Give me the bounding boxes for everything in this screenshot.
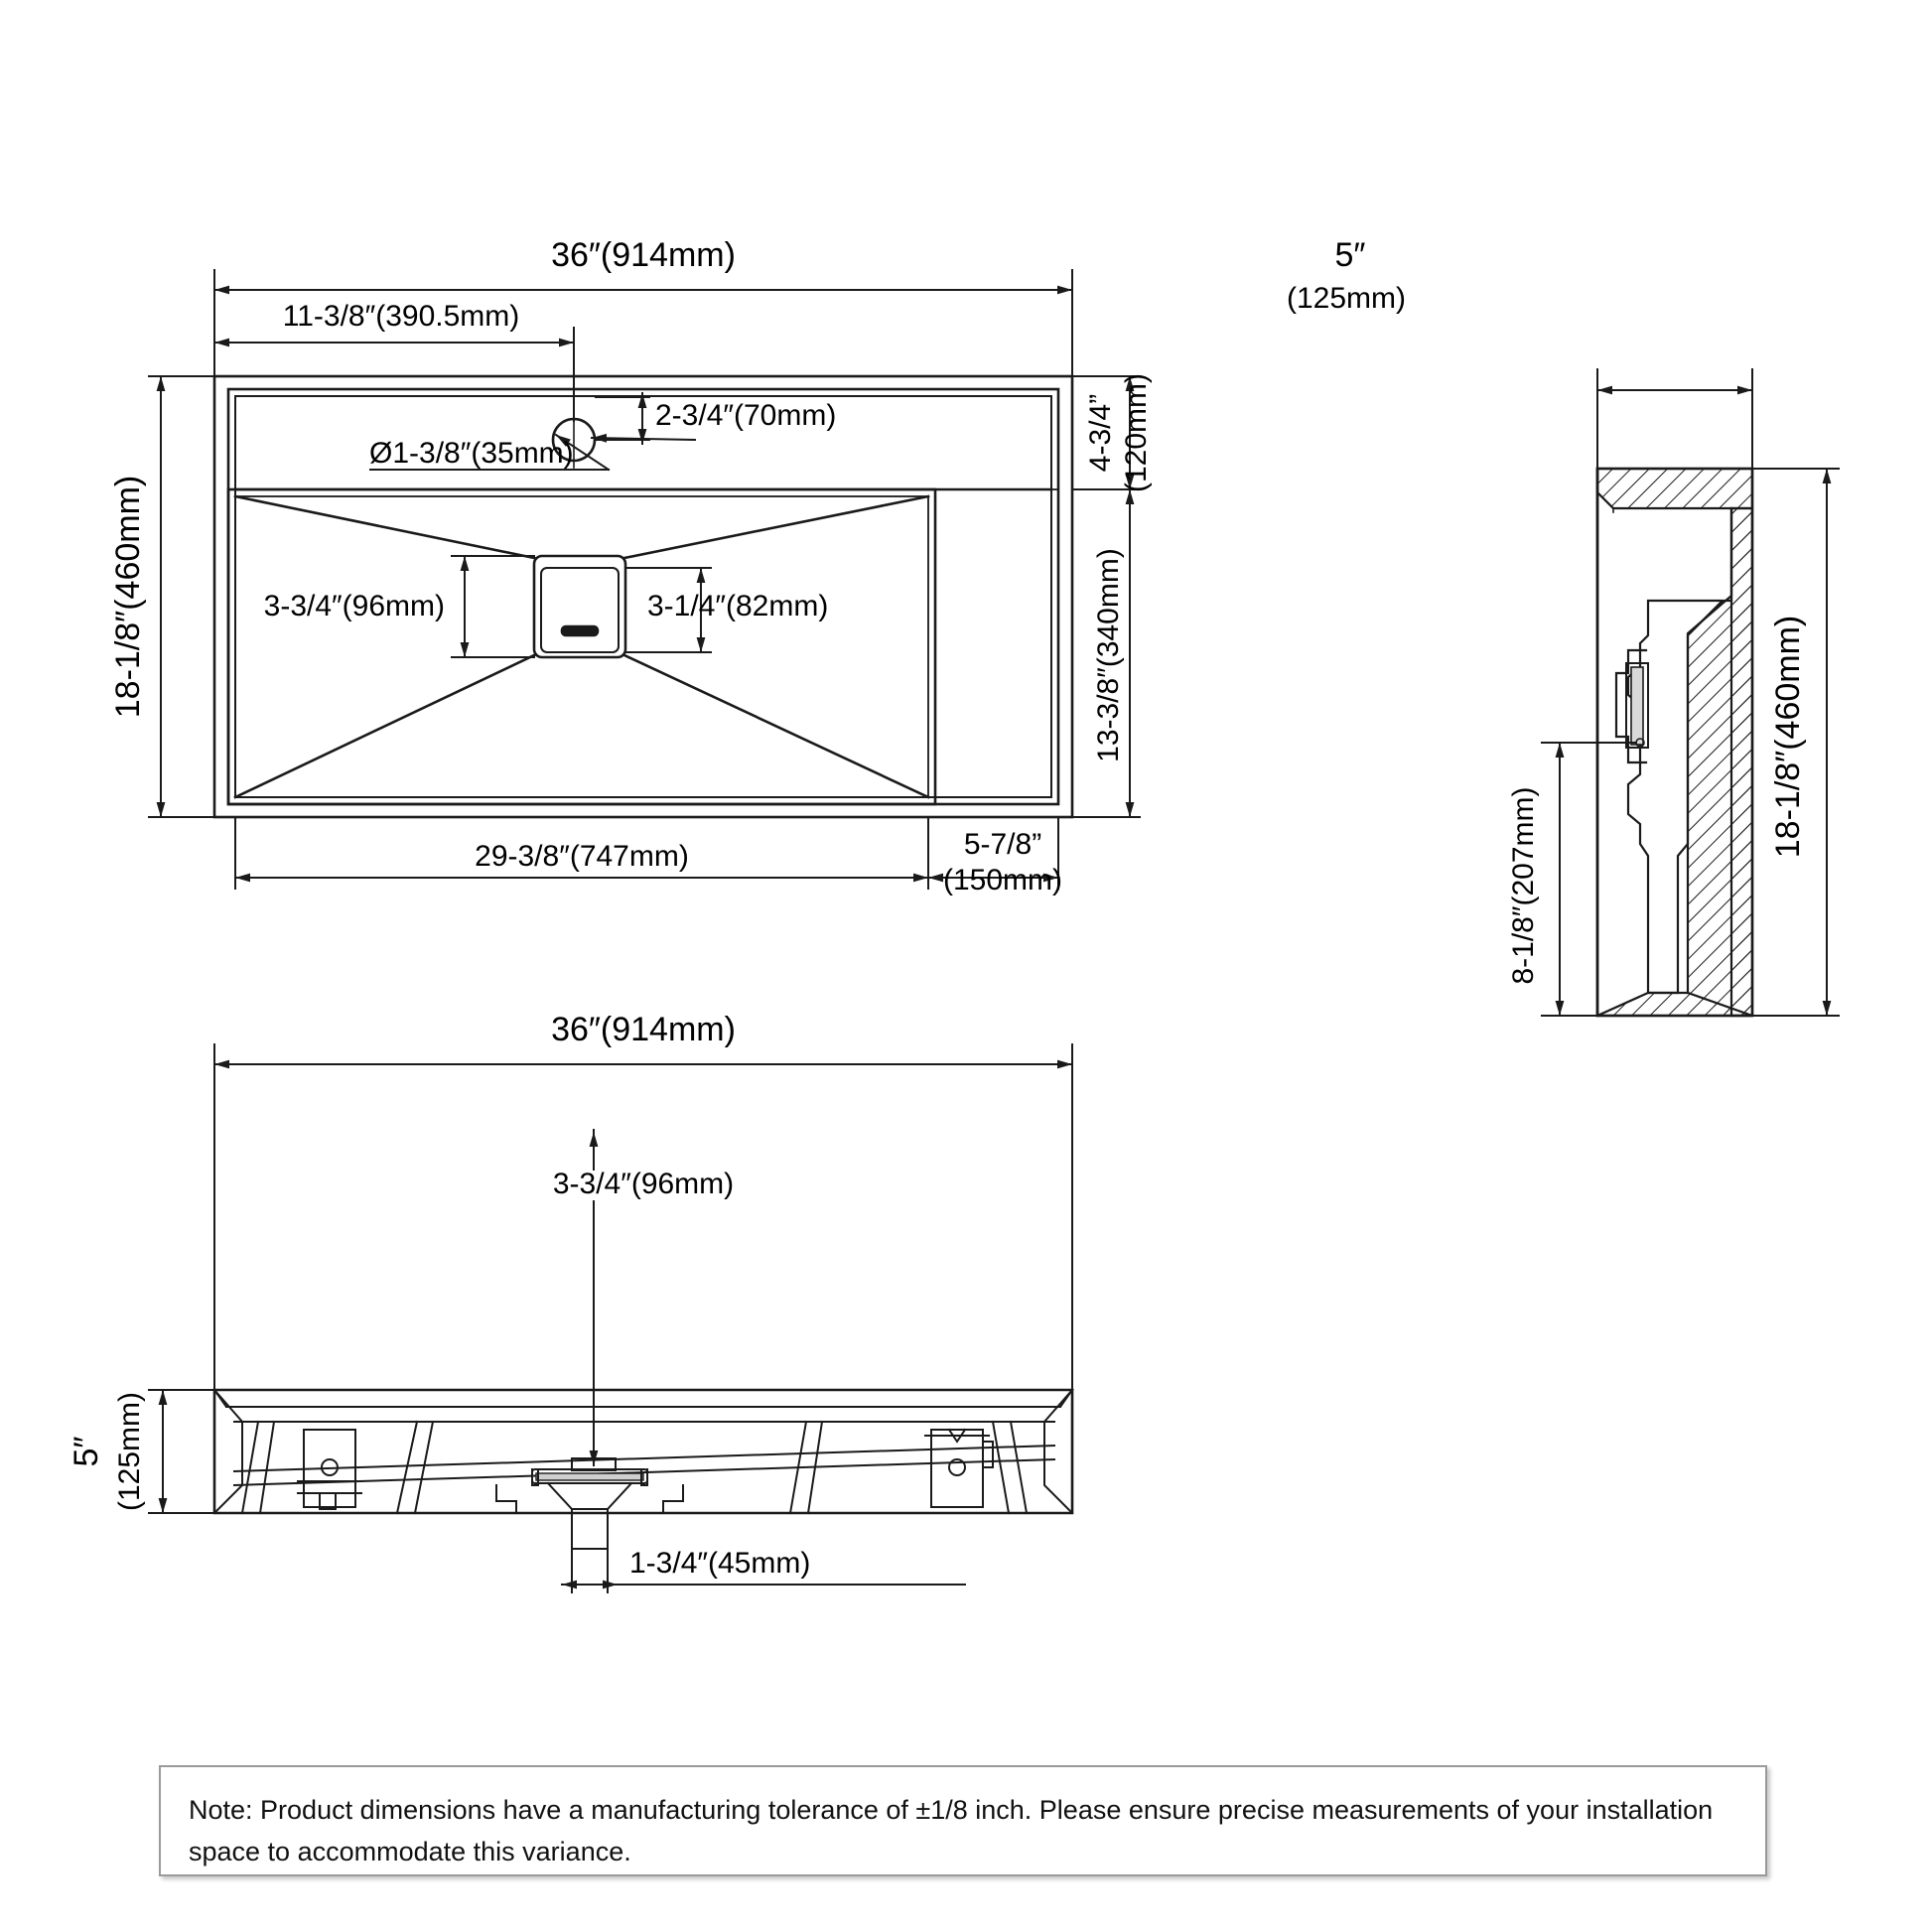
label-front-height-mm: (125mm) [113,1391,146,1512]
label-basin-width: 29-3/8″(747mm) [475,840,689,873]
label-top-overall-depth: 18-1/8″(460mm) [109,475,147,719]
dim-drain-width [452,556,534,657]
label-drain-width: 3-3/4″(96mm) [263,590,445,622]
dim-side-drain-height [1542,743,1636,1016]
front-view-bracket-right [925,1430,993,1507]
dim-front-height [149,1390,224,1513]
label-front-height-in: 5″ [68,1436,105,1467]
label-side-drain-height: 8-1/8″(207mm) [1507,786,1540,985]
dim-front-overall-width [214,1044,1072,1390]
label-rear-ledge-depth-mm: (120mm) [1120,372,1153,493]
label-faucet-offset-back: 2-3/4″(70mm) [655,399,837,432]
label-front-drain-outlet: 1-3/4″(45mm) [629,1547,811,1580]
label-side-top-width-in: 5″ [1334,236,1366,274]
dim-top-overall-depth [149,376,228,817]
label-faucet-offset-left: 11-3/8″(390.5mm) [282,300,520,333]
front-view-section [214,1390,1072,1549]
note-box [159,1765,1767,1876]
label-front-drain-width: 3-3/4″(96mm) [552,1168,735,1200]
top-view-basin-opening [228,489,1058,804]
label-right-ledge-width-in: 5-7/8” [963,828,1042,861]
dimension-labels [68,236,1807,1580]
label-faucet-hole-diameter: Ø1-3/8″(35mm) [369,437,574,470]
top-view-basin-slope-lines [235,496,928,797]
label-top-overall-width: 36″(914mm) [551,236,736,274]
label-side-top-width-mm: (125mm) [1286,282,1407,315]
dim-faucet-offset-left [214,328,574,421]
top-view-drain [534,556,625,657]
label-rear-ledge-depth-in: 4-3/4” [1084,393,1117,473]
dim-side-top-width [1597,369,1752,469]
note-text: Note: Product dimensions have a manufacturing tolerance of ±1/8 inch. Please ensure precise measurements of your installation space to accommodate this variance. [189,1795,1714,1866]
label-front-overall-width: 36″(914mm) [551,1011,736,1048]
label-right-ledge-width-mm: (150mm) [942,864,1063,897]
label-side-overall-height: 18-1/8″(460mm) [1769,615,1807,859]
label-drain-height: 3-1/4″(82mm) [647,590,829,622]
side-view-drain-detail [1616,650,1648,762]
dim-faucet-offset-back [596,393,649,444]
label-basin-depth: 13-3/8″(340mm) [1092,548,1125,762]
